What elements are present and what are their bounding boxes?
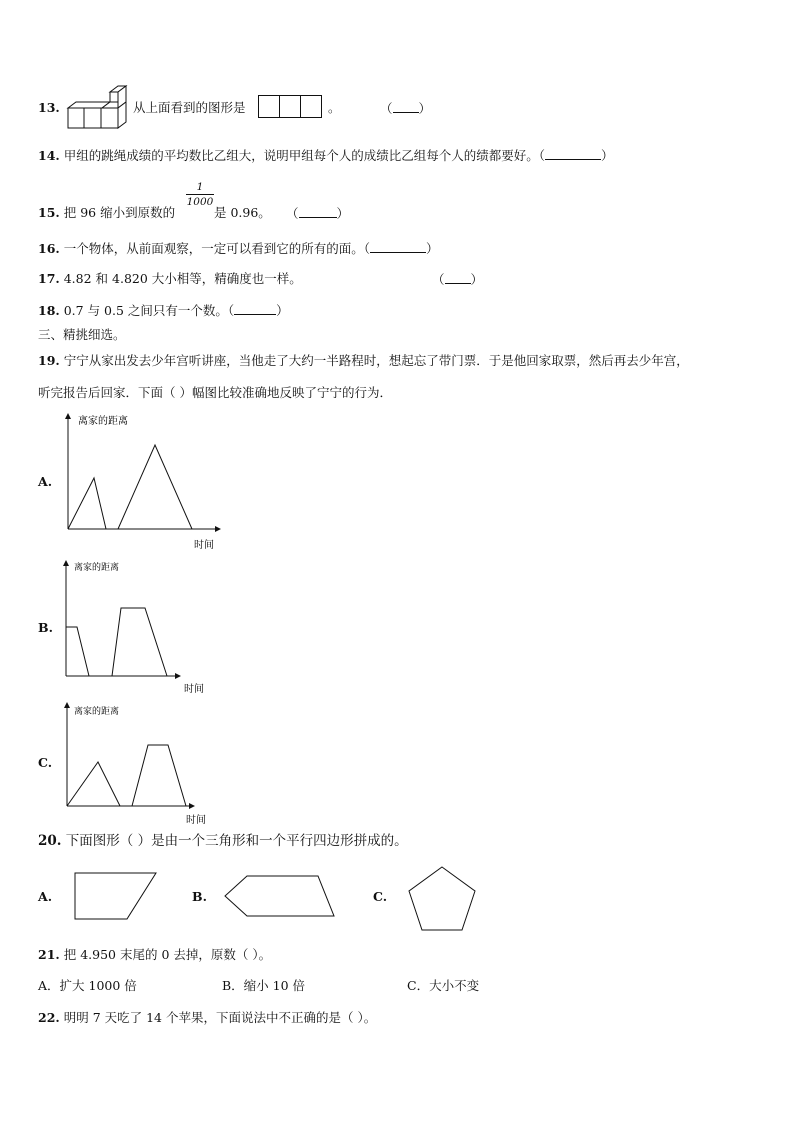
question-number: 18. (38, 303, 60, 318)
question-14: 14. 甲组的跳绳成绩的平均数比乙组大，说明甲组每个人的成绩比乙组每个人的绩都要好。（ ） (38, 148, 614, 163)
fraction (186, 181, 214, 208)
y-axis-label: 离家的距离 (74, 707, 120, 717)
answer-blank[interactable]: （ ） (432, 272, 484, 287)
question-number: 16. (38, 241, 60, 256)
question-19 (38, 353, 689, 369)
option-label-c[interactable]: C. (373, 889, 388, 904)
question-15 (38, 205, 175, 221)
option-b[interactable]: B．缩小 10 倍 (222, 978, 306, 993)
answer-blank[interactable] (370, 240, 426, 253)
section-heading: 三、精挑细选。 (38, 327, 126, 342)
question-number: 14. (38, 148, 60, 163)
shape-trapezoid (72, 870, 162, 922)
fraction-numerator: 1 (196, 181, 204, 193)
top-view-squares (258, 95, 324, 119)
y-axis-label: 离家的距离 (78, 416, 128, 427)
question-text-cont: 是 0.96。 (214, 205, 271, 220)
option-label-c[interactable]: C. (38, 755, 53, 770)
answer-blank[interactable]: （ ） (286, 206, 350, 221)
answer-blank[interactable]: （ ） (380, 101, 432, 116)
question-number: 20. (38, 833, 62, 849)
question-text: 甲组的跳绳成绩的平均数比乙组大，说明甲组每个人的成绩比乙组每个人的绩都要好。（ (63, 148, 545, 163)
question-16: 16. 一个物体，从前面观察，一定可以看到它的所有的面。（ ） (38, 241, 439, 256)
question-text: 明明 7 天吃了 14 个苹果，下面说法中不正确的是（ ）。 (63, 1010, 377, 1025)
question-21 (38, 947, 271, 963)
question-number: 13. (38, 100, 60, 115)
question-text: 一个物体，从前面观察，一定可以看到它的所有的面。（ (63, 241, 370, 256)
fraction-denominator: 1000 (186, 196, 214, 208)
question-number: 17. (38, 271, 60, 286)
punctuation: 。 (328, 100, 341, 115)
question-number: 22. (38, 1010, 60, 1025)
x-axis-label: 时间 (184, 684, 204, 695)
option-label-b[interactable]: B. (38, 620, 53, 635)
option-a[interactable]: A．扩大 1000 倍 (38, 978, 137, 993)
question-text: 把 96 缩小到原数的 (63, 205, 176, 220)
question-text: 下面图形（ ）是由一个三角形和一个平行四边形拼成的。 (65, 833, 408, 849)
shape-regular-pentagon (405, 863, 479, 933)
question-number: 19. (38, 353, 60, 368)
question-22 (38, 1010, 376, 1026)
option-label-a[interactable]: A. (38, 889, 53, 904)
option-label-a[interactable]: A. (38, 474, 53, 489)
question-18: 18. 0.7 与 0.5 之间只有一个数。（ ） (38, 303, 289, 318)
graph-option-c (56, 700, 216, 830)
x-axis-label: 时间 (194, 540, 214, 551)
graph-option-b (56, 558, 216, 698)
question-number: 15. (38, 205, 60, 220)
question-number: 21. (38, 947, 60, 962)
question-text: 从上面看到的图形是 (133, 100, 246, 115)
question-text: 宁宁从家出发去少年宫听讲座，当他走了大约一半路程时，想起忘了带门票．于是他回家取票，然后再去少年宫， (63, 353, 689, 368)
question-20 (38, 833, 408, 849)
y-axis-label: 离家的距离 (74, 563, 120, 573)
question-text: 4.82 和 4.820 大小相等，精确度也一样。 (63, 271, 302, 286)
x-axis-label: 时间 (186, 815, 206, 826)
question-text: 把 4.950 末尾的 0 去掉，原数（ ）。 (63, 947, 272, 962)
question-text: 0.7 与 0.5 之间只有一个数。（ (63, 303, 235, 318)
graph-option-a (56, 408, 236, 554)
answer-blank[interactable] (545, 147, 601, 160)
answer-blank[interactable] (234, 302, 276, 315)
question-19-line2: 听完报告后回家．下面（ ）幅图比较准确地反映了宁宁的行为． (38, 385, 392, 400)
cube-stack-figure (66, 84, 132, 130)
option-c[interactable]: C．大小不变 (407, 978, 480, 993)
question-13 (38, 100, 60, 116)
shape-pentagon-arrow (222, 873, 338, 919)
option-label-b[interactable]: B. (192, 889, 207, 904)
question-17 (38, 271, 302, 287)
